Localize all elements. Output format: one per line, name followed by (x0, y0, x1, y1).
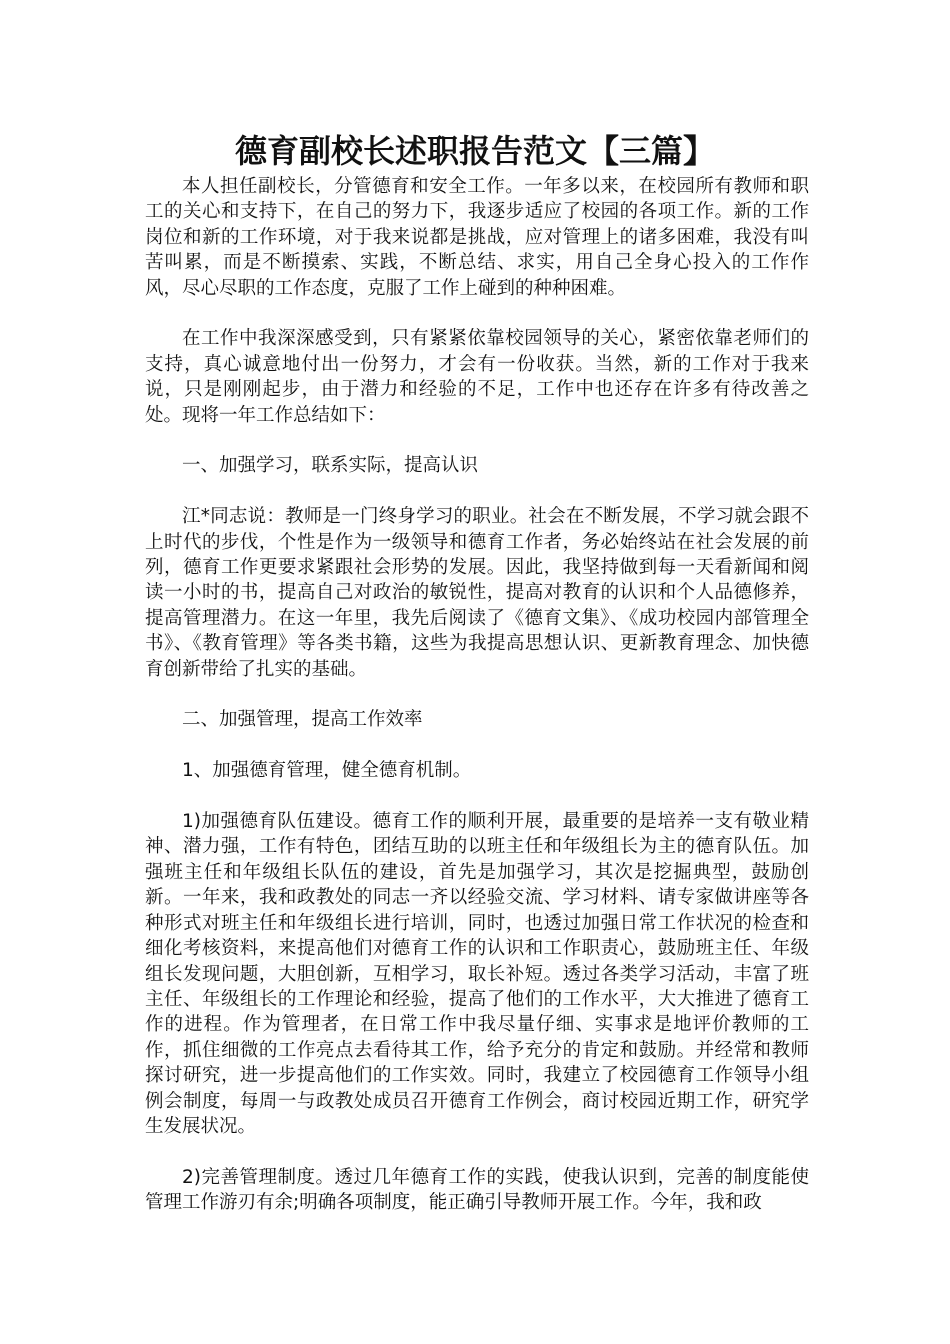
paragraph-reflection: 在工作中我深深感受到，只有紧紧依靠校园领导的关心，紧密依靠老师们的支持，真心诚意地付出一份努力，才会有一份收获。当然，新的工作对于我来说，只是刚刚起步，由于潜力和经验的不足，工作中也还存在许多有待改善之处。现将一年工作总结如下： (145, 328, 809, 426)
section-heading-study: 一、加强学习，联系实际，提高认识 (182, 455, 479, 477)
document-title: 德育副校长述职报告范文【三篇】 (234, 132, 715, 170)
section-heading-management: 二、加强管理，提高工作效率 (182, 709, 423, 731)
document-body (145, 174, 809, 1216)
paragraph-management-system: 2)完善管理制度。透过几年德育工作的实践，使我认识到，完善的制度能使管理工作游刃有余;明确各项制度，能正确引导教师开展工作。今年，我和政 (145, 1166, 809, 1214)
subsection-heading-moral-education: 1、加强德育管理，健全德育机制。 (182, 760, 472, 782)
paragraph-team-building: 1)加强德育队伍建设。德育工作的顺利开展，最重要的是培养一支有敬业精神、潜力强，工作有特色，团结互助的以班主任和年级组长为主的德育队伍。加强班主任和年级组长队伍的建设，首先是加强学习，其次是挖掘典型，鼓励创新。一年来，我和政教处的同志一齐以经验交流、学习材料、请专家做讲座等各种形式对班主任和年级组长进行培训，同时，也透过加强日常工作状况的检查和细化考核资料，来提高他们对德育工作的认识和工作职责心，鼓励班主任、年级组长发现问题，大胆创新，互相学习，取长补短。透过各类学习活动，丰富了班主任、年级组长的工作理论和经验，提高了他们的工作水平，大大推进了德育工作的进程。作为管理者，在日常工作中我尽量仔细、实事求是地评价教师的工作，抓住细微的工作亮点去看待其工作，给予充分的肯定和鼓励。并经常和教师探讨研究，进一步提高他们的工作实效。同时，我建立了校园德育工作领导小组例会制度，每周一与政教处成员召开德育工作例会，商讨校园近期工作，研究学生发展状况。 (145, 811, 809, 1137)
paragraph-intro: 本人担任副校长，分管德育和安全工作。一年多以来，在校园所有教师和职工的关心和支持下，在自己的努力下，我逐步适应了校园的各项工作。新的工作岗位和新的工作环境，对于我来说都是挑战，应对管理上的诸多困难，我没有叫苦叫累，而是不断摸索、实践，不断总结、求实，用自己全身心投入的工作作风，尽心尽职的工作态度，克服了工作上碰到的种种困难。 (145, 176, 809, 299)
paragraph-study: 江*同志说：教师是一门终身学习的职业。社会在不断发展，不学习就会跟不上时代的步伐，个性是作为一级领导和德育工作者，务必始终站在社会发展的前列，德育工作更要求紧跟社会形势的发展。因此，我坚持做到每一天看新闻和阅读一小时的书，提高自己对政治的敏锐性，提高对教育的认识和个人品德修养，提高管理潜力。在这一年里，我先后阅读了《德育文集》、《成功校园内部管理全书》、《教育管理》等各类书籍，这些为我提高思想认识、更新教育理念、加快德育创新带给了扎实的基础。 (145, 506, 809, 680)
